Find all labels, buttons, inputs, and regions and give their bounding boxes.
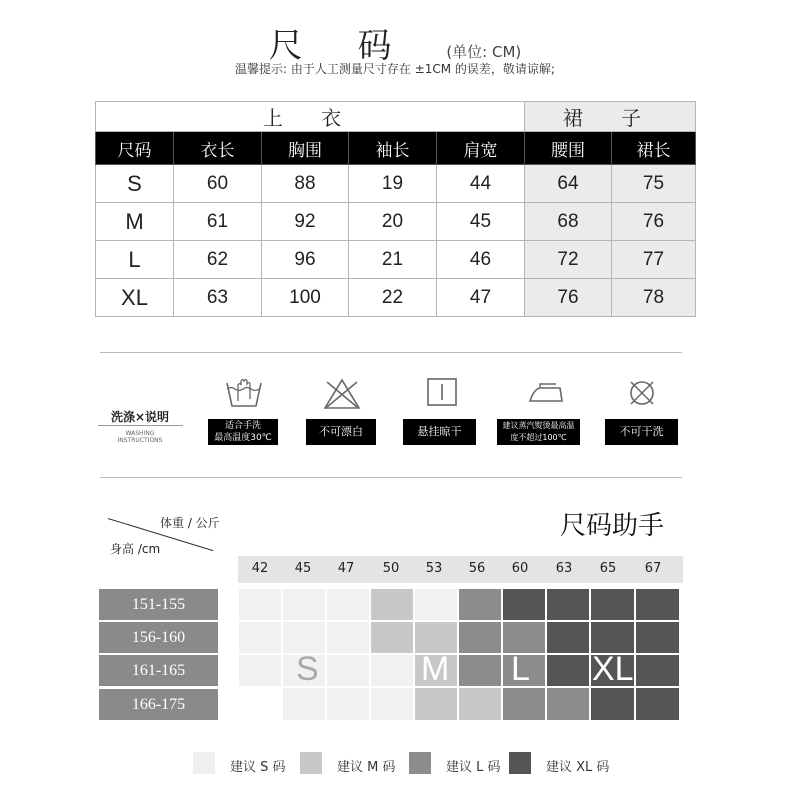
weight-tick: 67 (644, 561, 662, 576)
care-label-no-bleach: 不可漂白 (306, 419, 376, 445)
grid-cell-s (371, 688, 413, 720)
care-label-line: 适合手洗 (224, 421, 261, 431)
iron-icon (526, 380, 566, 406)
grid-cell-s (239, 655, 281, 686)
care-label-line: 最高温度30℃ (214, 433, 272, 443)
grid-cell-xl (547, 589, 589, 620)
grid-cell-s (283, 589, 325, 620)
table-cell: 72 (525, 241, 612, 279)
height-label: 161-165 (99, 655, 218, 686)
tip-text: 温馨提示: 由于人工测量尺寸存在 ±1CM 的误差，敬请谅解; (235, 62, 555, 76)
grid-cell-xl (591, 589, 634, 620)
table-cell: 64 (525, 165, 612, 203)
wash-underline (98, 425, 183, 426)
grid-cell-s (371, 655, 413, 686)
wash-sub-line1: WASHING (125, 430, 155, 437)
grid-cell-xl (547, 622, 589, 653)
col-header: 肩宽 (437, 132, 525, 165)
grid-cell-xl (547, 655, 589, 686)
divider (100, 352, 682, 353)
weight-tick: 63 (555, 561, 573, 576)
col-header: 尺码 (96, 132, 174, 165)
legend-text-l: 建议 L 码 (446, 760, 501, 775)
care-label-hand-wash (208, 419, 278, 445)
grid-cell-s (283, 622, 325, 653)
table-cell: M (96, 203, 174, 241)
legend-swatch-s (193, 752, 215, 774)
table-cell: 62 (174, 241, 262, 279)
grid-cell-l (459, 589, 501, 620)
table-cell: 20 (349, 203, 437, 241)
grid-cell-m (415, 688, 457, 720)
grid-cell-empty (239, 688, 281, 720)
no-bleach-icon (322, 377, 362, 410)
table-cell: S (96, 165, 174, 203)
grid-cell-xl (503, 589, 545, 620)
care-label-hang-dry: 悬挂晾干 (403, 419, 476, 445)
weight-tick: 65 (599, 561, 617, 576)
weight-tick: 56 (468, 561, 486, 576)
table-cell: 88 (262, 165, 349, 203)
grid-cell-s (327, 655, 369, 686)
grid-cell-xl (636, 655, 679, 686)
care-label-iron (497, 419, 580, 445)
grid-cell-l (503, 688, 545, 720)
table-cell: 63 (174, 279, 262, 317)
legend-text-s: 建议 S 码 (230, 760, 286, 775)
table-cell: 78 (612, 279, 696, 317)
hang-dry-icon (425, 376, 459, 408)
legend-swatch-m (300, 752, 322, 774)
grid-cell-s (327, 688, 369, 720)
grid-cell-m (415, 622, 457, 653)
legend-text-xl: 建议 XL 码 (546, 760, 610, 775)
care-label-no-dry-clean: 不可干洗 (605, 419, 678, 445)
size-glyph-m: M (421, 650, 450, 688)
weight-tick: 50 (382, 561, 400, 576)
grid-cell-m (371, 589, 413, 620)
weight-tick: 47 (337, 561, 355, 576)
care-label-line: 建议蒸汽熨烫最高温 (502, 421, 575, 430)
table-cell: 60 (174, 165, 262, 203)
grid-cell-xl (636, 688, 679, 720)
table-cell: 45 (437, 203, 525, 241)
table-cell: 46 (437, 241, 525, 279)
table-cell: XL (96, 279, 174, 317)
table-cell: 44 (437, 165, 525, 203)
grid-cell-xl (591, 622, 634, 653)
table-row (96, 165, 696, 203)
title-text: 尺 码 (268, 26, 414, 66)
table-cell: 68 (525, 203, 612, 241)
grid-cell-xl (636, 589, 679, 620)
table-cell: 100 (262, 279, 349, 317)
legend-text-m: 建议 M 码 (337, 760, 396, 775)
hand-wash-icon (224, 373, 264, 409)
grid-cell-l (459, 622, 501, 653)
table-cell: 96 (262, 241, 349, 279)
col-header: 衣长 (174, 132, 262, 165)
col-header: 裙长 (612, 132, 696, 165)
height-axis-label: 身高 /cm (110, 542, 161, 556)
weight-tick: 42 (251, 561, 269, 576)
weight-axis-label: 体重 / 公斤 (160, 516, 220, 530)
table-cell: 19 (349, 165, 437, 203)
weight-tick: 45 (294, 561, 312, 576)
grid-cell-l (459, 655, 501, 686)
table-cell: 61 (174, 203, 262, 241)
size-table (95, 101, 696, 317)
weight-tick: 60 (511, 561, 529, 576)
height-label: 156-160 (99, 622, 218, 653)
table-cell: 92 (262, 203, 349, 241)
table-cell: 76 (525, 279, 612, 317)
table-cell: 75 (612, 165, 696, 203)
grid-cell-l (547, 688, 589, 720)
group-skirt-header: 裙 子 (525, 102, 696, 132)
table-cell: L (96, 241, 174, 279)
wash-label: 洗涤×说明 (110, 410, 170, 424)
size-glyph-s: S (296, 650, 319, 688)
table-row (96, 279, 696, 317)
col-header: 腰围 (525, 132, 612, 165)
grid-cell-s (239, 589, 281, 620)
col-header: 袖长 (349, 132, 437, 165)
table-cell: 47 (437, 279, 525, 317)
table-cell: 76 (612, 203, 696, 241)
divider (100, 477, 682, 478)
height-label: 166-175 (99, 689, 218, 720)
grid-cell-s (283, 688, 325, 720)
grid-cell-s (327, 622, 369, 653)
table-cell: 22 (349, 279, 437, 317)
grid-cell-xl (591, 688, 634, 720)
table-row (96, 241, 696, 279)
grid-cell-s (415, 589, 457, 620)
height-label: 151-155 (99, 589, 218, 620)
table-row (96, 203, 696, 241)
wash-sub (100, 430, 180, 444)
table-cell: 21 (349, 241, 437, 279)
wash-sub-line2: INSTRUCTIONS (117, 437, 163, 444)
helper-title: 尺码助手 (560, 511, 665, 541)
grid-cell-m (371, 622, 413, 653)
size-glyph-l: L (511, 650, 530, 688)
group-top-header: 上 衣 (96, 102, 525, 132)
grid-cell-s (239, 622, 281, 653)
legend-swatch-l (409, 752, 431, 774)
grid-cell-l (503, 622, 545, 653)
col-header: 胸围 (262, 132, 349, 165)
care-label-line: 度不超过100℃ (510, 433, 567, 442)
table-cell: 77 (612, 241, 696, 279)
unit-label: (单位: CM) (446, 43, 522, 61)
grid-cell-xl (636, 622, 679, 653)
grid-cell-s (327, 589, 369, 620)
no-dry-clean-icon (626, 378, 658, 408)
weight-tick: 53 (425, 561, 443, 576)
legend-swatch-xl (509, 752, 531, 774)
size-glyph-xl: XL (592, 650, 634, 688)
grid-cell-m (459, 688, 501, 720)
